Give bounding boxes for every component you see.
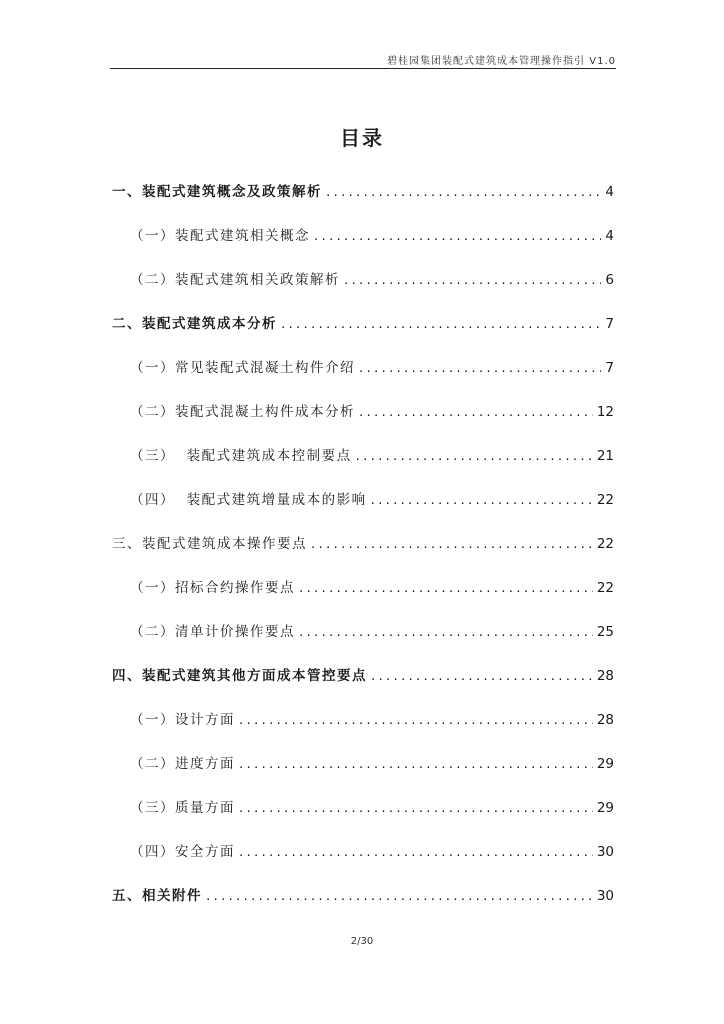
toc-entry[interactable] bbox=[112, 400, 614, 424]
toc-entry-page: 7 bbox=[605, 360, 614, 376]
toc-entry-label: （二）装配式建筑相关政策解析 bbox=[130, 272, 340, 288]
toc-leader-dots bbox=[281, 316, 601, 332]
toc-entry-page: 29 bbox=[596, 800, 614, 816]
toc-entry-label: （一）招标合约操作要点 bbox=[130, 580, 295, 596]
toc-entry-label: （一）装配式建筑相关概念 bbox=[130, 228, 310, 244]
toc-leader-dots bbox=[311, 536, 593, 552]
toc-entry[interactable] bbox=[112, 356, 614, 380]
header-rule bbox=[110, 68, 616, 69]
toc-leader-dots bbox=[326, 184, 601, 200]
toc-entry-label: （二）进度方面 bbox=[130, 756, 235, 772]
toc-entry[interactable] bbox=[112, 840, 614, 864]
toc-leader-dots bbox=[239, 844, 593, 860]
toc-entry-label: （二）清单计价操作要点 bbox=[130, 624, 295, 640]
toc-entry-label: （二）装配式混凝土构件成本分析 bbox=[130, 404, 355, 420]
toc-entry[interactable] bbox=[112, 444, 614, 468]
toc-entry-page: 25 bbox=[596, 624, 614, 640]
toc-entry[interactable] bbox=[112, 796, 614, 820]
toc-entry-page: 30 bbox=[596, 844, 614, 860]
toc-entry-page: 6 bbox=[605, 272, 614, 288]
toc-entry[interactable] bbox=[112, 180, 614, 204]
toc-entry[interactable] bbox=[112, 752, 614, 776]
toc-entry-page: 22 bbox=[596, 536, 614, 552]
toc-entry[interactable] bbox=[112, 620, 614, 644]
toc-leader-dots bbox=[299, 624, 593, 640]
toc-entry[interactable] bbox=[112, 664, 614, 688]
toc-entry-label: （四）安全方面 bbox=[130, 844, 235, 860]
toc-entry-label: （一）设计方面 bbox=[130, 712, 235, 728]
toc-entry-page: 21 bbox=[596, 448, 614, 464]
toc-entry-label: （三） 装配式建筑成本控制要点 bbox=[130, 448, 352, 464]
toc-leader-dots bbox=[371, 668, 593, 684]
toc-entry-page: 29 bbox=[596, 756, 614, 772]
toc-entry-page: 22 bbox=[596, 580, 614, 596]
toc-leader-dots bbox=[359, 360, 601, 376]
toc-entry-page: 4 bbox=[605, 228, 614, 244]
toc-entry-label: 四、装配式建筑其他方面成本管控要点 bbox=[112, 668, 367, 684]
toc-entry[interactable] bbox=[112, 708, 614, 732]
toc-entry-label: （一）常见装配式混凝土构件介绍 bbox=[130, 360, 355, 376]
toc-leader-dots bbox=[356, 448, 593, 464]
toc-entry-label: 五、相关附件 bbox=[112, 888, 202, 904]
toc-entry[interactable] bbox=[112, 576, 614, 600]
toc-leader-dots bbox=[206, 888, 593, 904]
toc-leader-dots bbox=[239, 756, 593, 772]
toc-entry-page: 4 bbox=[605, 184, 614, 200]
toc-entry[interactable] bbox=[112, 532, 614, 556]
toc-leader-dots bbox=[344, 272, 601, 288]
toc-entry[interactable] bbox=[112, 312, 614, 336]
toc-entry-label: （四） 装配式建筑增量成本的影响 bbox=[130, 492, 367, 508]
toc-leader-dots bbox=[314, 228, 601, 244]
toc-entry-page: 22 bbox=[596, 492, 614, 508]
page-number: 2/30 bbox=[350, 936, 374, 947]
toc-entry-label: （三）质量方面 bbox=[130, 800, 235, 816]
toc-entry-page: 30 bbox=[596, 888, 614, 904]
toc-leader-dots bbox=[239, 712, 593, 728]
toc-leader-dots bbox=[299, 580, 593, 596]
toc-entry[interactable] bbox=[112, 224, 614, 248]
toc-entry-page: 28 bbox=[596, 668, 614, 684]
toc-entry-page: 7 bbox=[605, 316, 614, 332]
page-title: 目录 bbox=[340, 126, 384, 150]
toc-entry-page: 12 bbox=[596, 404, 614, 420]
toc-entry-label: 一、装配式建筑概念及政策解析 bbox=[112, 184, 322, 200]
running-header: 碧桂园集团装配式建筑成本管理操作指引 V1.0 bbox=[387, 56, 616, 67]
toc-entry[interactable] bbox=[112, 268, 614, 292]
toc-entry[interactable] bbox=[112, 884, 614, 908]
toc-leader-dots bbox=[239, 800, 593, 816]
toc-entry-page: 28 bbox=[596, 712, 614, 728]
toc-leader-dots bbox=[359, 404, 593, 420]
toc-leader-dots bbox=[371, 492, 593, 508]
toc-entry-label: 二、装配式建筑成本分析 bbox=[112, 316, 277, 332]
toc-entry-label: 三、装配式建筑成本操作要点 bbox=[112, 536, 307, 552]
toc-entry[interactable] bbox=[112, 488, 614, 512]
